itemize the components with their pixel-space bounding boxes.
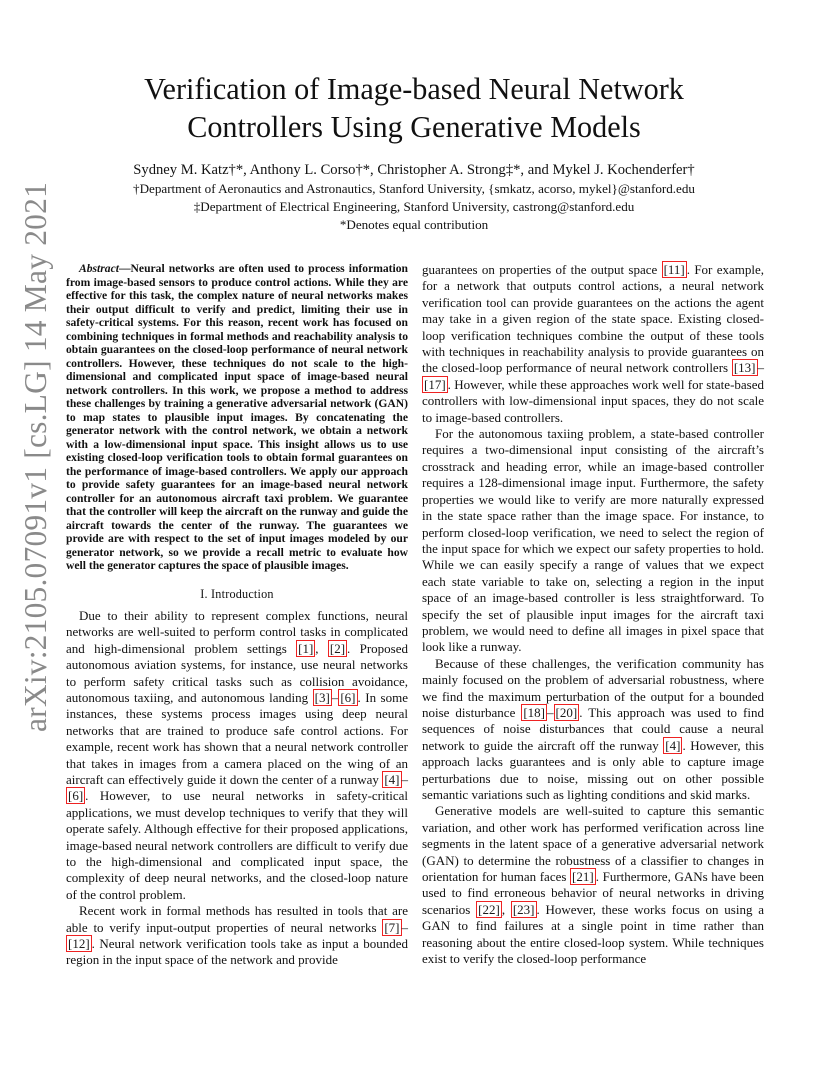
text-run: . This approach was used to find sequences of noise disturbances that could cause a neural network to guide the aircraft off the runway	[422, 704, 764, 753]
abstract-label: Abstract	[79, 262, 119, 275]
text-run: . For example, for a network that outputs control actions, a neural network verification tool can provide guarantees on the actions the agent may take in a given region of the state space. Existing closed-loop verification techniques combine the output of these tools with techniques in reachability analysis to provide guarantees on the closed-loop performance of neural network controllers	[422, 262, 764, 376]
citation-link[interactable]: [2]	[329, 640, 346, 656]
intro-paragraph-2	[66, 903, 408, 969]
text-run: –	[757, 360, 764, 376]
text-run: . However, these works focus on using a GAN to find failures at a single point in time rather than reasoning about the entire closed-loop system. While techniques exist to verify the closed-loop performance	[422, 901, 765, 967]
text-run: –	[331, 689, 339, 705]
citation-link[interactable]: [21]	[572, 869, 594, 885]
text-run: . However, to use neural networks in safety-critical applications, we must develop techniques to verify that they will operate safely. Although effective for their proposed applications, image-based neural network controllers are difficult to verify due to the high-dimensional and complicated input space, the complexity of deep neural networks, and the closed-loop nature of the control problem.	[66, 788, 408, 902]
text-run: . In some instances, these systems process images using deep neural networks that are trained to produce safe control actions. For example, recent work has shown that a neural network controller that takes in images from a camera placed on the wing of an aircraft can effectively guide it down the center of a runway	[66, 689, 408, 787]
citation-link[interactable]: [18]	[523, 704, 546, 720]
text-run: Recent work in formal methods has resulted in tools that are able to verify input-output properties of neural networks	[66, 903, 408, 935]
citation-link[interactable]: [6]	[340, 689, 356, 705]
abstract	[66, 262, 408, 573]
citation-link[interactable]: [3]	[314, 689, 330, 705]
text-run: –	[401, 771, 408, 787]
text-run: . However, this approach lacks guarantees and is only able to capture image perturbations due to noise, missing out on other possible semantic variations such as lighting conditions and skid marks.	[422, 737, 764, 802]
intro-paragraph-2-continued	[422, 262, 764, 426]
citation-link[interactable]: [11]	[663, 262, 685, 277]
section-heading-introduction: I. Introduction	[200, 586, 274, 601]
affiliation-aeronautics: †Department of Aeronautics and Astronautics, Stanford University, {smkatz, acorso, mykel}@stanford.edu	[133, 181, 695, 196]
citation-link[interactable]: [20]	[555, 704, 578, 720]
text-run: ,	[315, 640, 328, 656]
affiliation-electrical: ‡Department of Electrical Engineering, Stanford University, castrong@stanford.edu	[193, 199, 635, 214]
arxiv-identifier: arXiv:2105.07091v1 [cs.LG] 14 May 2021	[18, 181, 53, 732]
intro-paragraph-5	[422, 803, 764, 967]
title-line-2: Controllers Using Generative Models	[187, 110, 641, 144]
right-column	[422, 262, 764, 967]
title-line-1: Verification of Image-based Neural Network	[144, 72, 684, 106]
left-column	[66, 262, 408, 969]
equal-contribution-note: *Denotes equal contribution	[339, 217, 489, 232]
intro-paragraph-3: For the autonomous taxiing problem, a state-based controller requires a two-dimensional input consisting of the aircraft’s crosstrack and heading error, while an image-based controller requires a 128-dimensional image input. Furthermore, the safety properties we would like to verify are more naturally expressed in the state space rather than the image space. For instance, to perform closed-loop verification, we need to select the region of the input space for which we expect our safety properties to hold. While we can easily specify a range of values that we expect each state variable to take on, selecting a region in the input space of an image-based controller is less straightforward. To specify the set of plausible input images for the aircraft taxi problem, we would need to define all images in pixel space that look like a runway.	[422, 426, 764, 655]
citation-link[interactable]: [23]	[512, 901, 535, 917]
citation-link[interactable]: [17]	[424, 376, 446, 392]
citation-link[interactable]: [22]	[478, 901, 500, 917]
author-list: Sydney M. Katz†*, Anthony L. Corso†*, Christopher A. Strong‡*, and Mykel J. Kochenderfer†	[133, 162, 695, 178]
citation-link[interactable]: [13]	[733, 360, 756, 376]
text-run: . Furthermore, GANs have been used to find erroneous behavior of neural networks in driving scenarios	[422, 869, 764, 917]
citation-link[interactable]: [4]	[384, 771, 400, 787]
citation-link[interactable]: [4]	[665, 737, 681, 753]
text-run: –	[547, 704, 554, 720]
citation-link[interactable]: [6]	[68, 788, 84, 804]
text-run: Generative models are well-suited to capture this semantic variation, and other work has performed verification across line segments in the latent space of a generative adversarial network (GAN) to determine the robustness of a classifier to changes in orientation for human faces	[422, 803, 764, 885]
citation-link[interactable]: [7]	[384, 919, 400, 935]
text-run: . Neural network verification tools take as input a bounded region in the input space of the network and provide	[66, 936, 408, 968]
text-run: guarantees on properties of the output space	[422, 262, 662, 277]
abstract-text: —Neural networks are often used to process information from image-based sensors to produce control actions. While they are effective for this task, the complex nature of neural networks makes their output difficult to verify and predict, limiting their use in safety-critical systems. For this reason, recent work has focused on combining techniques in formal methods and reachability analysis to obtain guarantees on the closed-loop performance of neural network controllers. However, these techniques do not scale to the high-dimensional and complicated input space of image-based neural network controllers. In this work, we propose a method to address these challenges by training a generative adversarial network (GAN) to map states to plausible input images. By concatenating the generator network with the control network, we obtain a network with a low-dimensional input space. This insight allows us to use existing closed-loop verification tools to obtain formal guarantees on the performance of image-based controllers. We apply our approach to provide safety guarantees for an image-based neural network controller for an autonomous aircraft taxi problem. We guarantee that the controller will keep the aircraft on the runway and guide the aircraft towards the center of the runway. The guarantees we provide are with respect to the set of input images modeled by our generator network, so we provide a recall metric to evaluate how well the generator captures the space of plausible images.	[66, 262, 408, 572]
text-run: . Proposed autonomous aviation systems, for instance, use neural networks to perform safety critical tasks such as collision avoidance, autonomous taxiing, and autonomous landing	[66, 640, 408, 705]
text-run: –	[401, 919, 408, 935]
citation-link[interactable]: [12]	[68, 936, 90, 952]
text-run: . However, while these approaches work well for state-based controllers with low-dimensional input spaces, they do not scale to image-based controllers.	[422, 376, 764, 425]
intro-paragraph-4	[422, 656, 764, 804]
paper-title	[0, 70, 828, 146]
citation-link[interactable]: [1]	[298, 640, 314, 656]
text-run: ,	[501, 901, 511, 917]
intro-paragraph-1	[66, 608, 408, 903]
text-run: Due to their ability to represent complex functions, neural networks are well-suited to perform control tasks in complicated and high-dimensional problem settings	[66, 607, 408, 656]
text-run: Because of these challenges, the verification community has mainly focused on the problem of adversarial robustness, where we find the maximum perturbation of the output for a bounded noise disturbance	[422, 655, 764, 720]
